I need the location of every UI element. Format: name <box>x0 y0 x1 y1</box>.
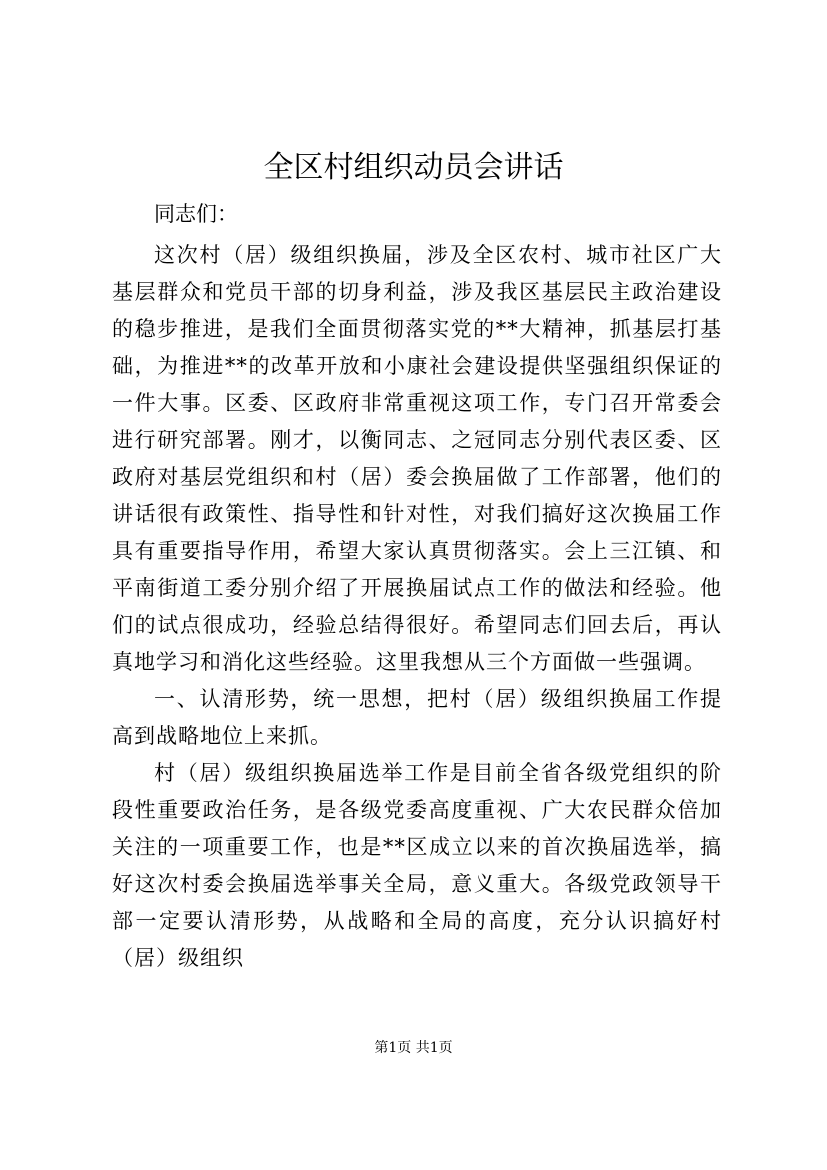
document-body <box>112 196 722 977</box>
section-heading-one: 一、认清形势，统一思想，把村（居）级组织换届工作提高到战略地位上来抓。 <box>112 687 722 748</box>
document-title: 全区村组织动员会讲话 <box>263 150 564 185</box>
paragraph-section-one: 村（居）级组织换届选举工作是目前全省各级党组织的阶段性重要政治任务，是各级党委高度重视、广大农民群众倍加关注的一项重要工作，也是**区成立以来的首次换届选举，搞好这次村委会换届选举事关全局，意义重大。各级党政领导干部一定要认清形势，从战略和全局的高度，充分认识搞好村（居）级组织 <box>112 761 722 970</box>
page-footer: 第1页 共1页 <box>374 1040 453 1056</box>
salutation: 同志们： <box>154 202 238 226</box>
paragraph-intro: 这次村（居）级组织换届，涉及全区农村、城市社区广大基层群众和党员干部的切身利益，涉及我区基层民主政治建设的稳步推进，是我们全面贯彻落实党的**大精神，抓基层打基础，为推进**的改革开放和小康社会建设提供坚强组织保证的一件大事。区委、区政府非常重视这项工作，专门召开常委会进行研究部署。刚才，以衡同志、之冠同志分别代表区委、区政府对基层党组织和村（居）委会换届做了工作部署，他们的讲话很有政策性、指导性和针对性，对我们搞好这次换届工作具有重要指导作用，希望大家认真贯彻落实。会上三江镇、和平南街道工委分别介绍了开展换届试点工作的做法和经验。他们的试点很成功，经验总结得很好。希望同志们回去后，再认真地学习和消化这些经验。这里我想从三个方面做一些强调。 <box>112 243 722 674</box>
